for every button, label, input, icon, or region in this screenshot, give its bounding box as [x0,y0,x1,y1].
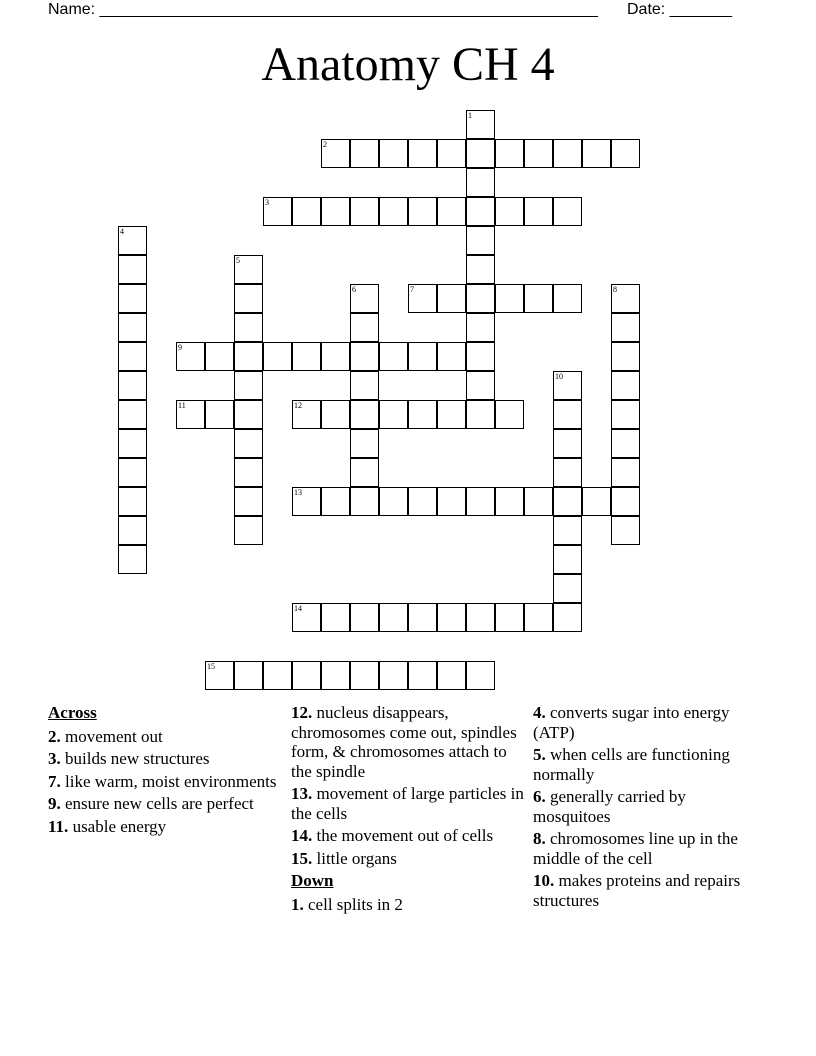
grid-cell[interactable] [292,661,321,690]
grid-cell[interactable] [524,139,553,168]
grid-cell[interactable] [553,371,582,400]
grid-cell[interactable] [553,516,582,545]
grid-cell[interactable] [292,603,321,632]
grid-cell[interactable] [495,197,524,226]
grid-cell[interactable] [524,197,553,226]
grid-cell[interactable] [118,284,147,313]
clue-text: converts sugar into energy (ATP) [533,703,730,742]
grid-cell[interactable] [466,197,495,226]
grid-cell[interactable] [611,284,640,313]
grid-cell[interactable] [118,342,147,371]
cell-number: 8 [613,285,617,294]
cell-number: 14 [294,604,302,613]
clue-number: 9. [48,794,61,813]
clue-number: 5. [533,745,546,764]
grid-cell[interactable] [466,226,495,255]
clue-number: 1. [291,894,304,914]
clue-number: 4. [533,703,546,722]
name-field[interactable]: Name: ________________________________________________________ [48,1,598,18]
grid-cell[interactable] [437,400,466,429]
grid-cell[interactable] [495,284,524,313]
grid-cell[interactable] [292,197,321,226]
grid-cell[interactable] [350,139,379,168]
grid-cell[interactable] [350,284,379,313]
grid-cell[interactable] [118,429,147,458]
grid-cell[interactable] [234,458,263,487]
grid-cell[interactable] [379,487,408,516]
grid-cell[interactable] [524,487,553,516]
clues-column-3 [533,703,743,913]
grid-cell[interactable] [524,284,553,313]
grid-cell[interactable] [466,139,495,168]
grid-cell[interactable] [495,603,524,632]
grid-cell[interactable] [495,487,524,516]
clue-across [291,703,526,781]
grid-cell[interactable] [321,342,350,371]
grid-cell[interactable] [118,516,147,545]
grid-cell[interactable] [234,661,263,690]
clue-text: ensure new cells are perfect [65,794,254,813]
grid-cell[interactable] [176,342,205,371]
grid-cell[interactable] [205,400,234,429]
grid-cell[interactable] [495,139,524,168]
grid-cell[interactable] [118,400,147,429]
grid-cell[interactable] [379,400,408,429]
clue-text: cell splits in 2 [308,894,403,914]
grid-cell[interactable] [234,313,263,342]
grid-cell[interactable] [234,429,263,458]
grid-cell[interactable] [379,603,408,632]
grid-cell[interactable] [350,603,379,632]
grid-cell[interactable] [466,255,495,284]
grid-cell[interactable] [292,342,321,371]
clue-number: 8. [533,829,546,848]
grid-cell[interactable] [466,342,495,371]
grid-cell[interactable] [553,429,582,458]
clue-number: 11. [48,816,69,836]
grid-cell[interactable] [118,313,147,342]
grid-cell[interactable] [466,284,495,313]
clue-text: builds new structures [65,749,210,768]
clue-text: when cells are functioning normally [533,745,730,784]
clue-text: movement out [65,726,163,746]
grid-cell[interactable] [234,371,263,400]
clue-text: the movement out of cells [316,826,494,845]
cell-number: 6 [352,285,356,294]
clue-text: generally carried by mosquitoes [533,787,686,826]
grid-cell[interactable] [205,661,234,690]
grid-cell[interactable] [321,661,350,690]
cell-number: 4 [120,227,124,236]
grid-cell[interactable] [466,110,495,139]
clue-text: like warm, moist environments [65,771,277,791]
grid-cell[interactable] [321,603,350,632]
clue-text: makes proteins and repairs structures [533,871,741,910]
grid-cell[interactable] [611,400,640,429]
grid-cell[interactable] [408,487,437,516]
cell-number: 3 [265,198,269,207]
date-field[interactable]: Date: _______ [627,1,732,18]
clue-number: 3. [48,749,61,768]
grid-cell[interactable] [466,487,495,516]
clue-across [48,817,283,837]
clue-across [48,749,283,769]
clue-number: 15. [291,848,313,868]
clue-across [48,772,283,792]
grid-cell[interactable] [611,516,640,545]
grid-cell[interactable] [118,487,147,516]
grid-cell[interactable] [553,545,582,574]
grid-cell[interactable] [350,342,379,371]
grid-cell[interactable] [321,400,350,429]
clue-number: 7. [48,771,61,791]
grid-cell[interactable] [292,487,321,516]
cell-number: 10 [555,372,563,381]
clue-text: movement of large particles in the cells [291,784,524,823]
grid-cell[interactable] [437,342,466,371]
grid-cell[interactable] [118,226,147,255]
grid-cell[interactable] [437,661,466,690]
clue-down [533,829,743,868]
grid-cell[interactable] [408,661,437,690]
grid-cell[interactable] [118,545,147,574]
clue-down [533,787,743,826]
clue-down [291,895,526,915]
grid-cell[interactable] [234,342,263,371]
clue-across [48,727,283,747]
grid-cell[interactable] [408,139,437,168]
clue-text: usable energy [72,816,167,836]
grid-cell[interactable] [437,139,466,168]
cell-number: 15 [207,662,215,671]
cell-number: 1 [468,111,472,120]
grid-cell[interactable] [234,516,263,545]
grid-cell[interactable] [495,400,524,429]
clue-down [533,703,743,742]
grid-cell[interactable] [408,400,437,429]
grid-cell[interactable] [379,139,408,168]
grid-cell[interactable] [611,313,640,342]
grid-cell[interactable] [234,400,263,429]
grid-cell[interactable] [553,139,582,168]
grid-cell[interactable] [466,400,495,429]
grid-cell[interactable] [553,487,582,516]
grid-cell[interactable] [408,603,437,632]
clue-across [291,826,526,846]
grid-cell[interactable] [437,603,466,632]
grid-cell[interactable] [466,603,495,632]
grid-cell[interactable] [350,313,379,342]
grid-cell[interactable] [611,429,640,458]
clue-number: 13. [291,784,313,803]
clue-across [291,784,526,823]
grid-cell[interactable] [408,284,437,313]
cell-number: 9 [178,343,182,352]
cell-number: 7 [410,285,414,294]
grid-cell[interactable] [292,400,321,429]
grid-cell[interactable] [234,255,263,284]
cell-number: 11 [178,401,186,410]
grid-cell[interactable] [321,487,350,516]
grid-cell[interactable] [466,661,495,690]
grid-cell[interactable] [611,458,640,487]
grid-cell[interactable] [553,197,582,226]
grid-cell[interactable] [437,284,466,313]
down-heading: Down [291,871,334,890]
grid-cell[interactable] [379,342,408,371]
clue-text: nucleus disappears, chromosomes come out, spindles form, & chromosomes attach to the spindle [291,703,517,781]
grid-cell[interactable] [437,487,466,516]
grid-cell[interactable] [466,371,495,400]
grid-cell[interactable] [553,458,582,487]
grid-cell[interactable] [611,371,640,400]
clue-number: 6. [533,787,546,806]
grid-cell[interactable] [263,197,292,226]
cell-number: 2 [323,140,327,149]
grid-cell[interactable] [466,313,495,342]
grid-cell[interactable] [350,487,379,516]
grid-cell[interactable] [350,458,379,487]
grid-cell[interactable] [379,661,408,690]
grid-cell[interactable] [321,139,350,168]
grid-cell[interactable] [263,661,292,690]
grid-cell[interactable] [234,487,263,516]
grid-cell[interactable] [553,603,582,632]
grid-cell[interactable] [176,400,205,429]
grid-cell[interactable] [553,284,582,313]
clue-across [291,849,526,869]
grid-cell[interactable] [408,342,437,371]
clue-across [48,794,283,814]
grid-cell[interactable] [582,487,611,516]
clue-text: chromosomes line up in the middle of the cell [533,829,738,868]
grid-cell[interactable] [611,487,640,516]
grid-cell[interactable] [263,342,292,371]
clue-down [533,745,743,784]
grid-cell[interactable] [437,197,466,226]
clue-number: 10. [533,871,555,890]
grid-cell[interactable] [553,574,582,603]
grid-cell[interactable] [118,458,147,487]
clues-column-1 [48,703,283,839]
grid-cell[interactable] [524,603,553,632]
grid-cell[interactable] [321,197,350,226]
grid-cell[interactable] [350,400,379,429]
grid-cell[interactable] [611,139,640,168]
grid-cell[interactable] [205,342,234,371]
grid-cell[interactable] [350,197,379,226]
grid-cell[interactable] [234,284,263,313]
cell-number: 5 [236,256,240,265]
grid-cell[interactable] [350,429,379,458]
clue-text: little organs [316,848,397,868]
clue-number: 2. [48,726,61,746]
cell-number: 13 [294,488,302,497]
grid-cell[interactable] [408,197,437,226]
clue-number: 12. [291,703,313,722]
cell-number: 12 [294,401,302,410]
grid-cell[interactable] [553,400,582,429]
page-title: Anatomy CH 4 [261,38,555,91]
clues-column-2 [291,703,526,917]
grid-cell[interactable] [118,255,147,284]
grid-cell[interactable] [118,371,147,400]
grid-cell[interactable] [350,661,379,690]
clue-number: 14. [291,826,313,845]
grid-cell[interactable] [582,139,611,168]
grid-cell[interactable] [611,342,640,371]
clue-down [533,871,743,910]
grid-cell[interactable] [379,197,408,226]
across-heading: Across [48,703,97,722]
grid-cell[interactable] [466,168,495,197]
grid-cell[interactable] [350,371,379,400]
